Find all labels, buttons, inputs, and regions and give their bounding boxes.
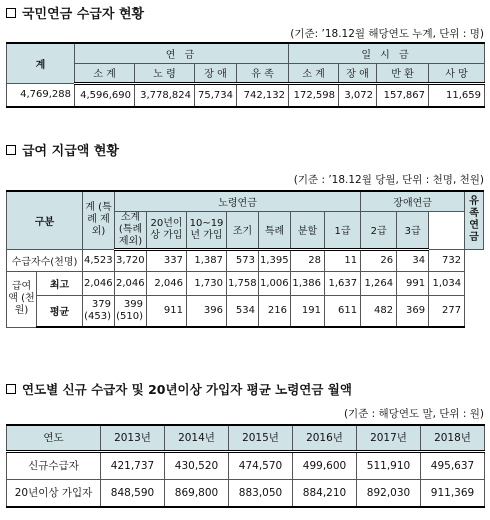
- table-cell: 3,720: [115, 249, 147, 271]
- table-cell: 1,637: [325, 271, 361, 295]
- table-cell: 421,737: [101, 451, 165, 479]
- avg-total-sub: (453): [84, 310, 112, 322]
- table-cell: 3,072: [339, 83, 377, 107]
- table-cell: 1,264: [361, 271, 397, 295]
- section2-title: [6, 140, 119, 159]
- row-label: 최고: [37, 271, 83, 295]
- table-row: [7, 479, 485, 507]
- header-pension: 연 금: [75, 43, 289, 63]
- table-cell: 2,046: [115, 271, 147, 295]
- table-cell: 732: [429, 249, 465, 271]
- table-cell: 892,030: [357, 479, 421, 507]
- table-cell: 742,132: [237, 83, 289, 107]
- header-sub: 분할: [291, 211, 325, 249]
- header-year: 연도: [7, 425, 101, 451]
- table-cell: 3,778,824: [135, 83, 195, 107]
- avg-subtotal-main: 399: [123, 298, 144, 310]
- table-cell: 191: [291, 295, 325, 327]
- header-category: 구분: [7, 191, 83, 249]
- table-cell: [83, 295, 115, 327]
- section1-title: [6, 3, 144, 22]
- header-sub: 유 족: [237, 63, 289, 83]
- table-cell: 474,570: [229, 451, 293, 479]
- table-cell: 277: [429, 295, 465, 327]
- table-cell: 337: [147, 249, 187, 271]
- section3-title: [6, 380, 352, 398]
- header-sub: 특례: [259, 211, 291, 249]
- row-label: 수급자수(천명): [7, 249, 83, 271]
- table-cell: 369: [397, 295, 429, 327]
- table-cell: 172,598: [289, 83, 339, 107]
- header-sub: 2급: [361, 211, 397, 249]
- table-cell: 911: [147, 295, 187, 327]
- table-cell: 611: [325, 295, 361, 327]
- table-cell: 991: [397, 271, 429, 295]
- table-cell: 396: [187, 295, 227, 327]
- header-disability: 장애연금: [361, 191, 465, 211]
- section3-note: (기준 : 해당연도 말, 단위 : 원): [343, 408, 484, 420]
- table-cell: 4,523: [83, 249, 115, 271]
- table-cell: [115, 295, 147, 327]
- monthly-pension-table: [6, 424, 485, 508]
- row-label: 평균: [37, 295, 83, 327]
- section3-title-text: 연도별 신규 수급자 및 20년이상 가입자 평균 노령연금 월액: [22, 382, 352, 397]
- table-cell: 26: [361, 249, 397, 271]
- table-row: [7, 295, 484, 327]
- header-year: 2015년: [229, 425, 293, 451]
- table-cell: 869,800: [165, 479, 229, 507]
- pension-recipients-table: [6, 42, 485, 108]
- header-sub: 장 애: [195, 63, 237, 83]
- row-group-label: 급여액 (천원): [7, 271, 37, 327]
- header-sub: 장 애: [339, 63, 377, 83]
- table-cell: 1,758: [227, 271, 259, 295]
- table-cell: 2,046: [147, 271, 187, 295]
- table-cell: 157,867: [377, 83, 429, 107]
- section2-note: (기준 : ’18.12월 당월, 단위 : 천명, 천원): [293, 174, 484, 186]
- header-sub: 소 계: [289, 63, 339, 83]
- header-sub: 노 령: [135, 63, 195, 83]
- header-sub: 20년이상 가입: [147, 211, 187, 249]
- section1-note: (기준: ’18.12월 해당연도 누계, 단위 : 명): [290, 28, 484, 40]
- row-label: 20년이상 가입자: [7, 479, 101, 507]
- table-cell: 1,395: [259, 249, 291, 271]
- table-row: [7, 451, 485, 479]
- table-cell: 1,387: [187, 249, 227, 271]
- header-sub: 조기: [227, 211, 259, 249]
- avg-subtotal-sub: (510): [116, 310, 144, 322]
- header-sub: 1급: [325, 211, 361, 249]
- header-year: 2017년: [357, 425, 421, 451]
- table-cell: 4,596,690: [75, 83, 135, 107]
- benefit-payment-table: [6, 190, 484, 328]
- avg-total-main: 379: [91, 298, 112, 310]
- header-oldage: 노령연금: [115, 191, 361, 211]
- table-cell: 1,034: [429, 271, 465, 295]
- table-cell: 495,637: [421, 451, 485, 479]
- section2-title-text: 급여 지급액 현황: [22, 144, 119, 159]
- table-cell: 28: [291, 249, 325, 271]
- table-cell: 11: [325, 249, 361, 271]
- table-row: [7, 249, 484, 271]
- header-total: 계: [7, 43, 75, 83]
- table-cell: 4,769,288: [7, 83, 75, 107]
- table-cell: 2,046: [83, 271, 115, 295]
- table-cell: 499,600: [293, 451, 357, 479]
- table-cell: 883,050: [229, 479, 293, 507]
- table-cell: 911,369: [421, 479, 485, 507]
- header-sub: 사 망: [429, 63, 485, 83]
- table-cell: 75,734: [195, 83, 237, 107]
- header-sub: 10~19년 가입: [187, 211, 227, 249]
- table-cell: 34: [397, 249, 429, 271]
- row-label: 신규수급자: [7, 451, 101, 479]
- table-row: [7, 83, 485, 107]
- header-total: 계 (특례 제외): [83, 191, 115, 249]
- header-year: 2014년: [165, 425, 229, 451]
- table-cell: 11,659: [429, 83, 485, 107]
- checkbox-square-icon: [6, 384, 16, 394]
- section1-title-text: 국민연금 수급자 현황: [22, 7, 145, 22]
- table-cell: 1,386: [291, 271, 325, 295]
- table-cell: 1,730: [187, 271, 227, 295]
- header-year: 2018년: [421, 425, 485, 451]
- header-year: 2013년: [101, 425, 165, 451]
- header-survivor: 유족 연금: [465, 191, 484, 249]
- table-cell: 216: [259, 295, 291, 327]
- table-cell: 884,210: [293, 479, 357, 507]
- header-sub: 3급: [397, 211, 429, 249]
- table-cell: 1,006: [259, 271, 291, 295]
- table-cell: 511,910: [357, 451, 421, 479]
- header-sub: 소계 (특례 제외): [115, 211, 147, 249]
- table-cell: 534: [227, 295, 259, 327]
- header-year: 2016년: [293, 425, 357, 451]
- checkbox-square-icon: [6, 145, 16, 155]
- header-sub: 소 계: [75, 63, 135, 83]
- table-row: [7, 271, 484, 295]
- table-cell: 482: [361, 295, 397, 327]
- header-sub: 반 환: [377, 63, 429, 83]
- checkbox-square-icon: [6, 8, 16, 18]
- table-cell: 430,520: [165, 451, 229, 479]
- table-cell: 573: [227, 249, 259, 271]
- table-cell: 848,590: [101, 479, 165, 507]
- header-lumpsum: 일 시 금: [289, 43, 485, 63]
